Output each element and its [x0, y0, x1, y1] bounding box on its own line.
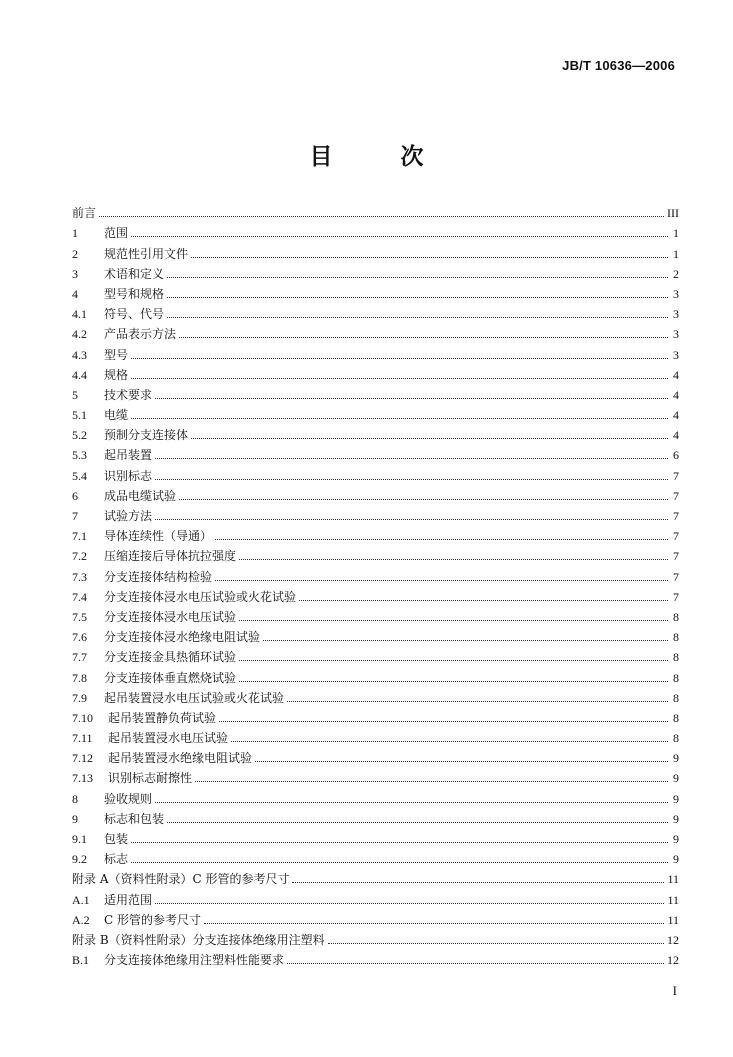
toc-entry-page: 11 — [667, 912, 679, 927]
leader-dots — [215, 579, 668, 581]
leader-dots — [155, 518, 668, 520]
leader-dots — [239, 619, 668, 621]
toc-entry-page: 7 — [673, 529, 679, 544]
leader-dots — [155, 457, 668, 459]
toc-entry-label: 前言 — [72, 206, 97, 221]
toc-entry[interactable] — [72, 220, 679, 240]
toc-entry[interactable] — [72, 321, 679, 341]
toc-entry[interactable] — [72, 462, 679, 482]
toc-entry-label: 验收规则 — [104, 791, 153, 806]
toc-entry-number: 7.3 — [72, 569, 87, 584]
toc-entry-number: 9 — [72, 811, 78, 826]
toc-entry-label: 电缆 — [104, 408, 129, 423]
page-title: 目 次 — [309, 144, 454, 170]
toc-entry-page: 1 — [673, 226, 679, 241]
toc-entry-number: 5 — [72, 387, 78, 402]
toc-entry-page: 8 — [673, 670, 679, 685]
toc-entry[interactable] — [72, 886, 679, 906]
toc-entry-label: 导体连续性（导通） — [104, 529, 213, 544]
toc-entry-label: 分支连接体浸水电压试验或火花试验 — [104, 589, 297, 604]
toc-entry[interactable] — [72, 624, 679, 644]
toc-entry[interactable] — [72, 523, 679, 543]
toc-entry-number: 8 — [72, 791, 78, 806]
toc-entry-number: 9.1 — [72, 832, 87, 846]
toc-entry-number: 5.3 — [72, 448, 87, 463]
toc-entry-number: 3 — [72, 266, 78, 281]
toc-entry-number: 4.2 — [72, 327, 87, 342]
toc-entry-label: 型号和规格 — [104, 286, 165, 301]
leader-dots — [287, 700, 668, 702]
toc-entry-page: 7 — [673, 549, 679, 564]
toc-entry-number: 5.2 — [72, 428, 87, 443]
toc-entry-number: 7.5 — [72, 609, 87, 624]
toc-entry-label: 标志和包装 — [104, 811, 165, 826]
toc-entry-label: 附录 A（资料性附录）C 形管的参考尺寸 — [72, 872, 290, 887]
toc-entry[interactable] — [72, 947, 679, 967]
toc-entry-number: 1 — [72, 226, 78, 241]
toc-entry-label: C 形管的参考尺寸 — [104, 912, 201, 927]
toc-entry[interactable] — [72, 261, 679, 281]
toc-entry-number: 7.12 — [72, 751, 93, 766]
toc-entry-label: 起吊装置静负荷试验 — [108, 710, 217, 725]
toc-entry-label: 符号、代号 — [104, 307, 165, 322]
leader-dots — [131, 235, 668, 237]
toc-entry-page: 12 — [667, 932, 679, 947]
leader-dots — [219, 720, 668, 722]
toc-entry-page: 4 — [673, 367, 679, 382]
toc-entry-label: 分支连接体垂直燃烧试验 — [104, 670, 237, 685]
toc-entry-page: 8 — [673, 650, 679, 665]
leader-dots — [167, 316, 668, 318]
toc-entry-label: 分支连接体浸水电压试验 — [104, 609, 237, 624]
toc-entry-label: 包装 — [104, 832, 129, 846]
toc-entry[interactable] — [72, 240, 679, 260]
toc-entry-number: 4.4 — [72, 367, 87, 382]
leader-dots — [131, 357, 668, 359]
toc-entry[interactable] — [72, 382, 679, 402]
toc-entry[interactable] — [72, 200, 679, 220]
toc-entry[interactable] — [72, 785, 679, 805]
toc-entry-number: 4.1 — [72, 307, 87, 322]
toc-entry-label: 分支连接体绝缘用注塑料性能要求 — [104, 953, 285, 968]
leader-dots — [167, 276, 668, 278]
toc-entry-number: 7.2 — [72, 549, 87, 564]
toc-entry-label: 分支连接金具热循环试验 — [104, 650, 237, 665]
toc-entry-page: 8 — [673, 731, 679, 746]
toc-entry-page: 7 — [673, 589, 679, 604]
toc-entry[interactable] — [72, 301, 679, 321]
leader-dots — [204, 922, 664, 924]
toc-entry[interactable] — [72, 584, 679, 604]
toc-entry[interactable] — [72, 685, 679, 705]
toc-entry-number: 7.9 — [72, 690, 87, 705]
toc-entry[interactable] — [72, 725, 679, 745]
leader-dots — [255, 760, 668, 762]
toc-entry[interactable] — [72, 866, 679, 886]
toc-entry[interactable] — [72, 503, 679, 523]
toc-entry-label: 预制分支连接体 — [104, 428, 189, 443]
toc-entry[interactable] — [72, 826, 679, 846]
toc-entry-label: 试验方法 — [104, 509, 153, 523]
toc-entry-page: 4 — [673, 408, 679, 423]
leader-dots — [167, 296, 668, 298]
toc-entry-page: 7 — [673, 468, 679, 483]
leader-dots — [155, 478, 668, 480]
toc-entry-number: 7.1 — [72, 529, 87, 544]
toc-entry-label: 产品表示方法 — [104, 327, 177, 342]
table-of-contents — [72, 200, 679, 967]
toc-entry[interactable] — [72, 604, 679, 624]
toc-entry[interactable] — [72, 644, 679, 664]
toc-entry-label: 成品电缆试验 — [104, 488, 177, 503]
toc-entry-number: 6 — [72, 488, 78, 503]
leader-dots — [99, 215, 664, 217]
leader-dots — [179, 498, 668, 500]
toc-entry-page: 6 — [673, 448, 679, 463]
leader-dots — [131, 861, 668, 863]
leader-dots — [155, 902, 664, 904]
toc-entry[interactable] — [72, 846, 679, 866]
toc-entry-page: 7 — [673, 509, 679, 523]
leader-dots — [131, 377, 668, 379]
toc-entry-number: 7.13 — [72, 771, 93, 786]
toc-entry-label: 范围 — [104, 226, 129, 241]
toc-entry-page: 11 — [667, 892, 679, 907]
toc-entry-label: 技术要求 — [104, 387, 153, 402]
toc-entry-page: 3 — [673, 347, 679, 362]
toc-entry-page: 9 — [673, 771, 679, 786]
leader-dots — [191, 437, 668, 439]
toc-entry[interactable] — [72, 806, 679, 826]
toc-entry-page: 7 — [673, 569, 679, 584]
toc-entry-number: 7.6 — [72, 630, 87, 645]
toc-entry[interactable] — [72, 402, 679, 422]
toc-entry-number: 7.4 — [72, 589, 87, 604]
toc-entry-label: 标志 — [104, 852, 129, 867]
leader-dots — [328, 942, 664, 944]
leader-dots — [155, 801, 668, 803]
toc-entry-page: 8 — [673, 710, 679, 725]
toc-entry-page: 8 — [673, 690, 679, 705]
toc-entry-page: 9 — [673, 832, 679, 846]
toc-entry[interactable] — [72, 422, 679, 442]
toc-entry-page: III — [667, 206, 679, 221]
toc-entry-label: 规范性引用文件 — [104, 246, 189, 261]
toc-entry-label: 起吊装置浸水绝缘电阻试验 — [108, 751, 253, 766]
leader-dots — [155, 397, 668, 399]
toc-entry[interactable] — [72, 927, 679, 947]
leader-dots — [299, 599, 668, 601]
leader-dots — [287, 962, 664, 964]
toc-entry[interactable] — [72, 765, 679, 785]
toc-entry-label: 附录 B（资料性附录）分支连接体绝缘用注塑料 — [72, 932, 325, 947]
leader-dots — [263, 639, 668, 641]
leader-dots — [215, 538, 668, 540]
toc-entry-number: 4 — [72, 286, 78, 301]
leader-dots — [131, 417, 668, 419]
toc-entry-number: 7.11 — [72, 731, 93, 746]
toc-entry-page: 4 — [673, 387, 679, 402]
leader-dots — [292, 881, 664, 883]
toc-entry-page: 11 — [667, 872, 679, 887]
toc-entry-label: 识别标志耐擦性 — [108, 771, 193, 786]
toc-entry[interactable] — [72, 664, 679, 684]
toc-entry-page: 12 — [667, 953, 679, 968]
toc-entry[interactable] — [72, 281, 679, 301]
toc-entry-label: 术语和定义 — [104, 266, 165, 281]
toc-entry-page: 7 — [673, 488, 679, 503]
toc-entry[interactable] — [72, 362, 679, 382]
toc-entry[interactable] — [72, 745, 679, 765]
toc-entry-number: A.2 — [72, 912, 90, 927]
leader-dots — [231, 740, 668, 742]
toc-entry-label: 分支连接体结构检验 — [104, 569, 213, 584]
toc-entry-label: 起吊装置浸水电压试验 — [108, 731, 229, 746]
leader-dots — [195, 780, 668, 782]
toc-entry-label: 起吊装置浸水电压试验或火花试验 — [104, 690, 285, 705]
leader-dots — [239, 659, 668, 661]
toc-entry-page: 9 — [673, 791, 679, 806]
toc-entry[interactable] — [72, 442, 679, 462]
toc-entry-page: 9 — [673, 811, 679, 826]
toc-entry[interactable] — [72, 483, 679, 503]
toc-entry-number: 7.10 — [72, 710, 93, 725]
toc-entry-number: 7.8 — [72, 670, 87, 685]
toc-entry-number: 5.4 — [72, 468, 87, 483]
toc-entry-number: B.1 — [72, 953, 90, 968]
toc-entry-page: 3 — [673, 286, 679, 301]
toc-entry-label: 识别标志 — [104, 468, 153, 483]
toc-entry-number: 5.1 — [72, 408, 87, 423]
toc-entry-number: 4.3 — [72, 347, 87, 362]
leader-dots — [179, 336, 668, 338]
page-folio: I — [672, 983, 677, 998]
standard-number: JB/T 10636—2006 — [562, 58, 675, 73]
toc-entry-page: 3 — [673, 327, 679, 342]
toc-entry-page: 1 — [673, 246, 679, 261]
leader-dots — [239, 558, 668, 560]
toc-entry-label: 规格 — [104, 367, 129, 382]
toc-entry-page: 2 — [673, 266, 679, 281]
leader-dots — [131, 841, 668, 843]
toc-entry-label: 适用范围 — [104, 892, 153, 907]
toc-entry-label: 型号 — [104, 347, 129, 362]
leader-dots — [167, 821, 668, 823]
toc-entry-label: 压缩连接后导体抗拉强度 — [104, 549, 237, 564]
toc-entry[interactable] — [72, 705, 679, 725]
toc-entry-page: 3 — [673, 307, 679, 322]
toc-entry-number: 9.2 — [72, 852, 87, 867]
leader-dots — [239, 680, 668, 682]
toc-entry-number: A.1 — [72, 892, 90, 907]
toc-entry-page: 8 — [673, 630, 679, 645]
toc-entry-number: 2 — [72, 246, 78, 261]
toc-entry[interactable] — [72, 543, 679, 563]
toc-entry-page: 4 — [673, 428, 679, 443]
toc-entry[interactable] — [72, 341, 679, 361]
toc-entry-number: 7.7 — [72, 650, 87, 665]
toc-entry-page: 9 — [673, 852, 679, 867]
toc-entry-label: 起吊装置 — [104, 448, 153, 463]
toc-entry[interactable] — [72, 563, 679, 583]
toc-entry[interactable] — [72, 907, 679, 927]
toc-entry-number: 7 — [72, 509, 78, 523]
toc-entry-page: 9 — [673, 751, 679, 766]
toc-entry-page: 8 — [673, 609, 679, 624]
leader-dots — [191, 256, 668, 258]
toc-entry-label: 分支连接体浸水绝缘电阻试验 — [104, 630, 261, 645]
